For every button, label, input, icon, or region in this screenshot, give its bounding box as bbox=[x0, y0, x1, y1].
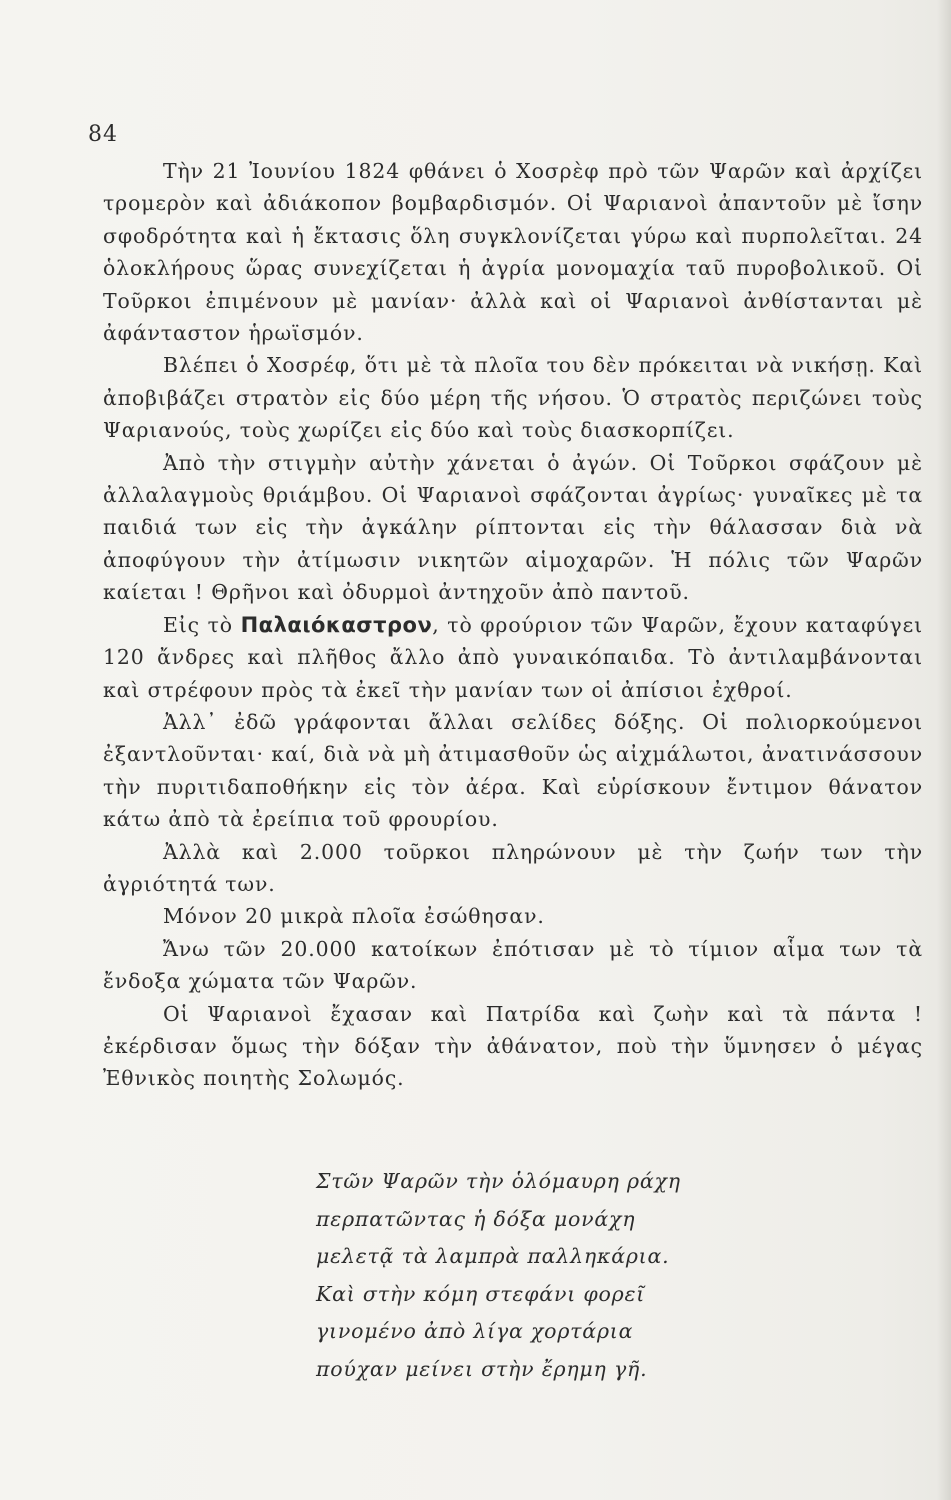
paragraph-ships-saved: Μόνον 20 μικρὰ πλοῖα ἐσώθησαν. bbox=[163, 904, 545, 929]
page-number: 84 bbox=[88, 122, 118, 147]
place-name-palaiokastron: Παλαιόκαστρον bbox=[240, 612, 433, 637]
paragraph-landing: Βλέπει ὁ Χοσρέφ, ὅτι μὲ τὰ πλοῖα του δὲν πρόκειται νὰ νικήσῃ. Καὶ ἀποβιβάζει στρατὸν εἰς δύο μέρη τῆς νήσου. Ὁ στρατὸς περιζώνει τοὺς Ψαριανούς, τοὺς χωρίζει εἰς δύο καὶ τοὺς διασκορπίζει. bbox=[103, 353, 923, 443]
poem-line: πούχαν μείνει στὴν ἔρημη γῆ. bbox=[316, 1356, 648, 1381]
paragraph-massacre: Ἀπὸ τὴν στιγμὴν αὐτὴν χάνεται ὁ ἀγών. Οἱ Τοῦρκοι σφάζουν μὲ ἀλλαλαγμοὺς θριάμβου. Οἱ Ψαριανοὶ σφάζονται ἀγρίως· γυναῖκες μὲ τα παιδιά των εἰς τὴν ἀγκάλην ρίπτονται εἰς τὴν θάλασσαν διὰ νὰ ἀποφύγουν τὴν ἀτίμωσιν νικητῶν αἱμοχαρῶν. Ἡ πόλις τῶν Ψαρῶν καίεται ! Θρῆνοι καὶ ὀδυρμοὶ ἀντηχοῦν ἀπὸ παντοῦ. bbox=[103, 450, 923, 605]
solomos-poem bbox=[316, 1163, 876, 1389]
paragraph-turkish-losses: Ἀλλὰ καὶ 2.000 τοῦρκοι πληρώνουν μὲ τὴν ζωήν των τὴν ἀγριότητά των. bbox=[103, 839, 923, 896]
fortress-text-after: , τὸ φρούριον τῶν Ψαρῶν, ἔχουν καταφύγει 120 ἄνδρες καὶ πλῆθος ἄλλο ἀπὸ γυναικόπαιδα. Τὸ ἀντιλαμβάνονται καὶ στρέφουν πρὸς τὰ ἐκεῖ τὴν μανίαν των οἱ ἀπίσιοι ἐχθροί. bbox=[103, 612, 923, 702]
poem-line: μελετᾷ τὰ λαμπρὰ παλληκάρια. bbox=[316, 1244, 670, 1269]
fortress-text-before: Εἰς τὸ bbox=[163, 612, 241, 637]
paragraph-inhabitants: Ἄνω τῶν 20.000 κατοίκων ἐπότισαν μὲ τὸ τίμιον αἷμα των τὰ ἔνδοξα χώματα τῶν Ψαρῶν. bbox=[103, 936, 923, 994]
paragraph-glory: Οἱ Ψαριανοὶ ἔχασαν καὶ Πατρίδα καὶ ζωὴν καὶ τὰ πάντα ! ἐκέρδισαν ὅμως τὴν δόξαν τὴν ἀθάνατον, ποὺ τὴν ὕμνησεν ὁ μέγας Ἐθνικὸς ποιητὴς Σολωμός. bbox=[103, 1001, 923, 1091]
prose-body bbox=[103, 155, 923, 1095]
page-edge-shadow bbox=[937, 0, 951, 1500]
poem-line: Καὶ στὴν κόμη στεφάνι φορεῖ bbox=[316, 1281, 646, 1306]
poem-line: γινομένο ἀπὸ λίγα χορτάρια bbox=[316, 1319, 634, 1344]
poem-line: περπατῶντας ἡ δόξα μονάχη bbox=[316, 1206, 636, 1231]
poem-line: Στῶν Ψαρῶν τὴν ὁλόμαυρη ράχη bbox=[316, 1169, 681, 1193]
paragraph-fortress bbox=[103, 609, 923, 706]
paragraph-explosion: Ἀλλ᾽ ἐδῶ γράφονται ἄλλαι σελίδες δόξης. Οἱ πολιορκούμενοι ἐξαντλοῦνται· καί, διὰ νὰ μὴ ἀτιμασθοῦν ὡς αἰχμάλωτοι, ἀνατινάσσουν τὴν πυριτιδαποθήκην εἰς τὸν ἀέρα. Καὶ εὑρίσκουν ἔντιμον θάνατον κάτω ἀπὸ τὰ ἐρείπια τοῦ φρουρίου. bbox=[103, 709, 923, 832]
paragraph-bombardment: Τὴν 21 Ἰουνίου 1824 φθάνει ὁ Χοσρὲφ πρὸ τῶν Ψαρῶν καὶ ἀρχίζει τρομερὸν καὶ ἀδιάκοπον βομβαρδισμόν. Οἱ Ψαριανοὶ ἀπαντοῦν μὲ ἴσην σφοδρότητα καὶ ἡ ἔκτασις ὅλη συγκλονίζεται γύρω καὶ πυρπολεῖται. 24 ὁλοκλήρους ὥρας συνεχίζεται ἡ ἀγρία μονομαχία ταῦ πυροβολικοῦ. Οἱ Τοῦρκοι ἐπιμένουν μὲ μανίαν· ἀλλὰ καὶ οἱ Ψαριανοὶ ἀνθίστανται μὲ ἀφάνταστον ἡρωϊσμόν. bbox=[103, 159, 923, 346]
